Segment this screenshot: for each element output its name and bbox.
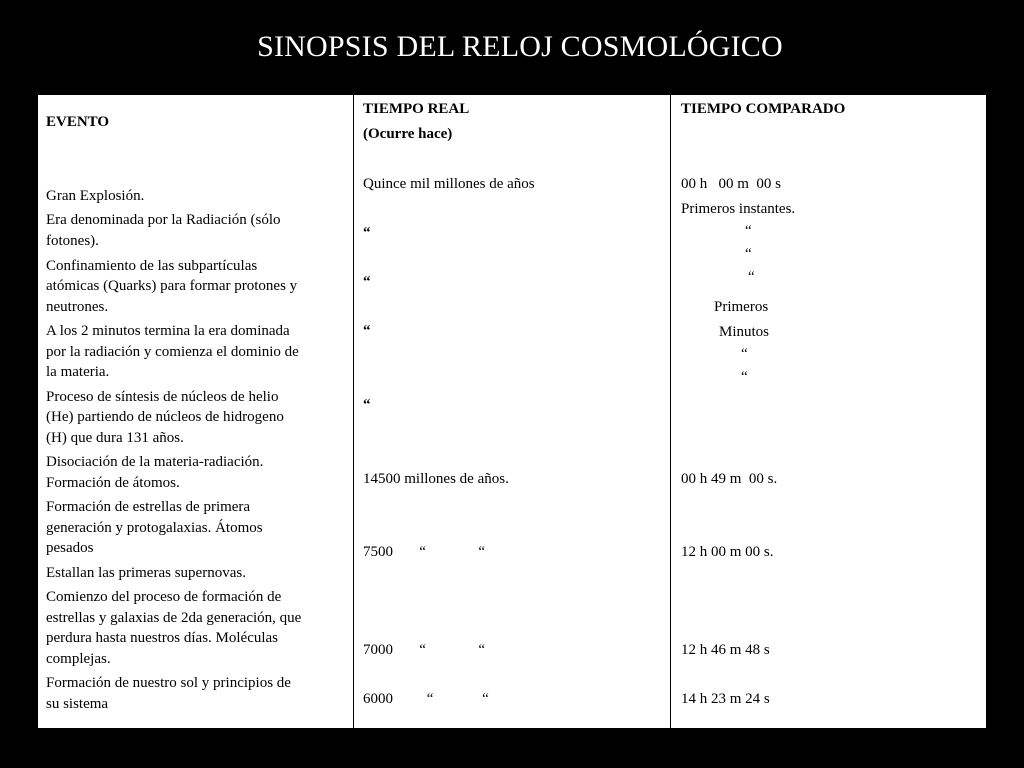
event-line: (H) que dura 131 años. [46,430,184,446]
header-evento: EVENTO [46,114,110,130]
tiempo-real-value: 7500 “ “ [363,544,486,560]
ditto-mark: “ [363,323,371,339]
tiempo-comparado-value: Primeros [714,299,769,315]
event-line: A los 2 minutos termina la era dominada [46,323,290,339]
ditto-mark: “ [745,223,752,239]
tiempo-comparado-value: Minutos [719,324,770,340]
ditto-mark: “ [745,246,752,262]
tiempo-comparado-value: 14 h 23 m 24 s [681,691,770,707]
event-line: perdura hasta nuestros días. Moléculas [46,630,279,646]
header-tiempo-real-sub: (Ocurre hace) [363,126,453,142]
ditto-mark: “ [748,269,755,285]
event-line: complejas. [46,651,111,667]
event-line: neutrones. [46,299,109,315]
event-line: Formación de átomos. [46,475,180,491]
ditto-mark: “ [363,274,371,290]
event-line: Formación de estrellas de primera [46,499,251,515]
ditto-mark: “ [741,369,748,385]
event-line: Proceso de síntesis de núcleos de helio [46,389,279,405]
event-line: (He) partiendo de núcleos de hidrogeno [46,409,284,425]
event-line: Gran Explosión. [46,188,145,204]
header-tiempo-real: TIEMPO REAL [363,101,470,117]
tiempo-real-value: 6000 “ “ [363,691,489,707]
column-divider [353,95,354,728]
tiempo-comparado-value: 12 h 00 m 00 s. [681,544,774,560]
ditto-mark: “ [363,225,371,241]
event-line: Era denominada por la Radiación (sólo [46,212,281,228]
header-tiempo-comparado: TIEMPO COMPARADO [681,101,846,117]
ditto-mark: “ [741,346,748,362]
event-line: Comienzo del proceso de formación de [46,589,282,605]
synopsis-table [38,95,986,728]
event-line: Formación de nuestro sol y principios de [46,675,291,691]
event-line: Disociación de la materia-radiación. [46,454,264,470]
tiempo-real-value: 7000 “ “ [363,642,486,658]
event-line: Confinamiento de las subpartículas [46,258,258,274]
ditto-mark: “ [363,397,371,413]
event-line: estrellas y galaxias de 2da generación, que [46,610,302,626]
tiempo-real-value: Quince mil millones de años [363,176,535,192]
event-line: Estallan las primeras supernovas. [46,565,246,581]
event-line: pesados [46,540,94,556]
tiempo-comparado-value: 00 h 00 m 00 s [681,176,782,192]
slide-title: SINOPSIS DEL RELOJ COSMOLÓGICO [257,30,783,63]
column-divider [670,95,671,728]
event-line: por la radiación y comienza el dominio de [46,344,299,360]
tiempo-comparado-value: Primeros instantes. [681,201,796,217]
tiempo-comparado-value: 12 h 46 m 48 s [681,642,770,658]
event-line: atómicas (Quarks) para formar protones y [46,278,298,294]
event-line: generación y protogalaxias. Átomos [46,520,263,536]
event-line: la materia. [46,364,110,380]
event-line: fotones). [46,233,99,249]
tiempo-real-value: 14500 millones de años. [363,471,509,487]
tiempo-comparado-value: 00 h 49 m 00 s. [681,471,778,487]
event-line: su sistema [46,696,109,712]
